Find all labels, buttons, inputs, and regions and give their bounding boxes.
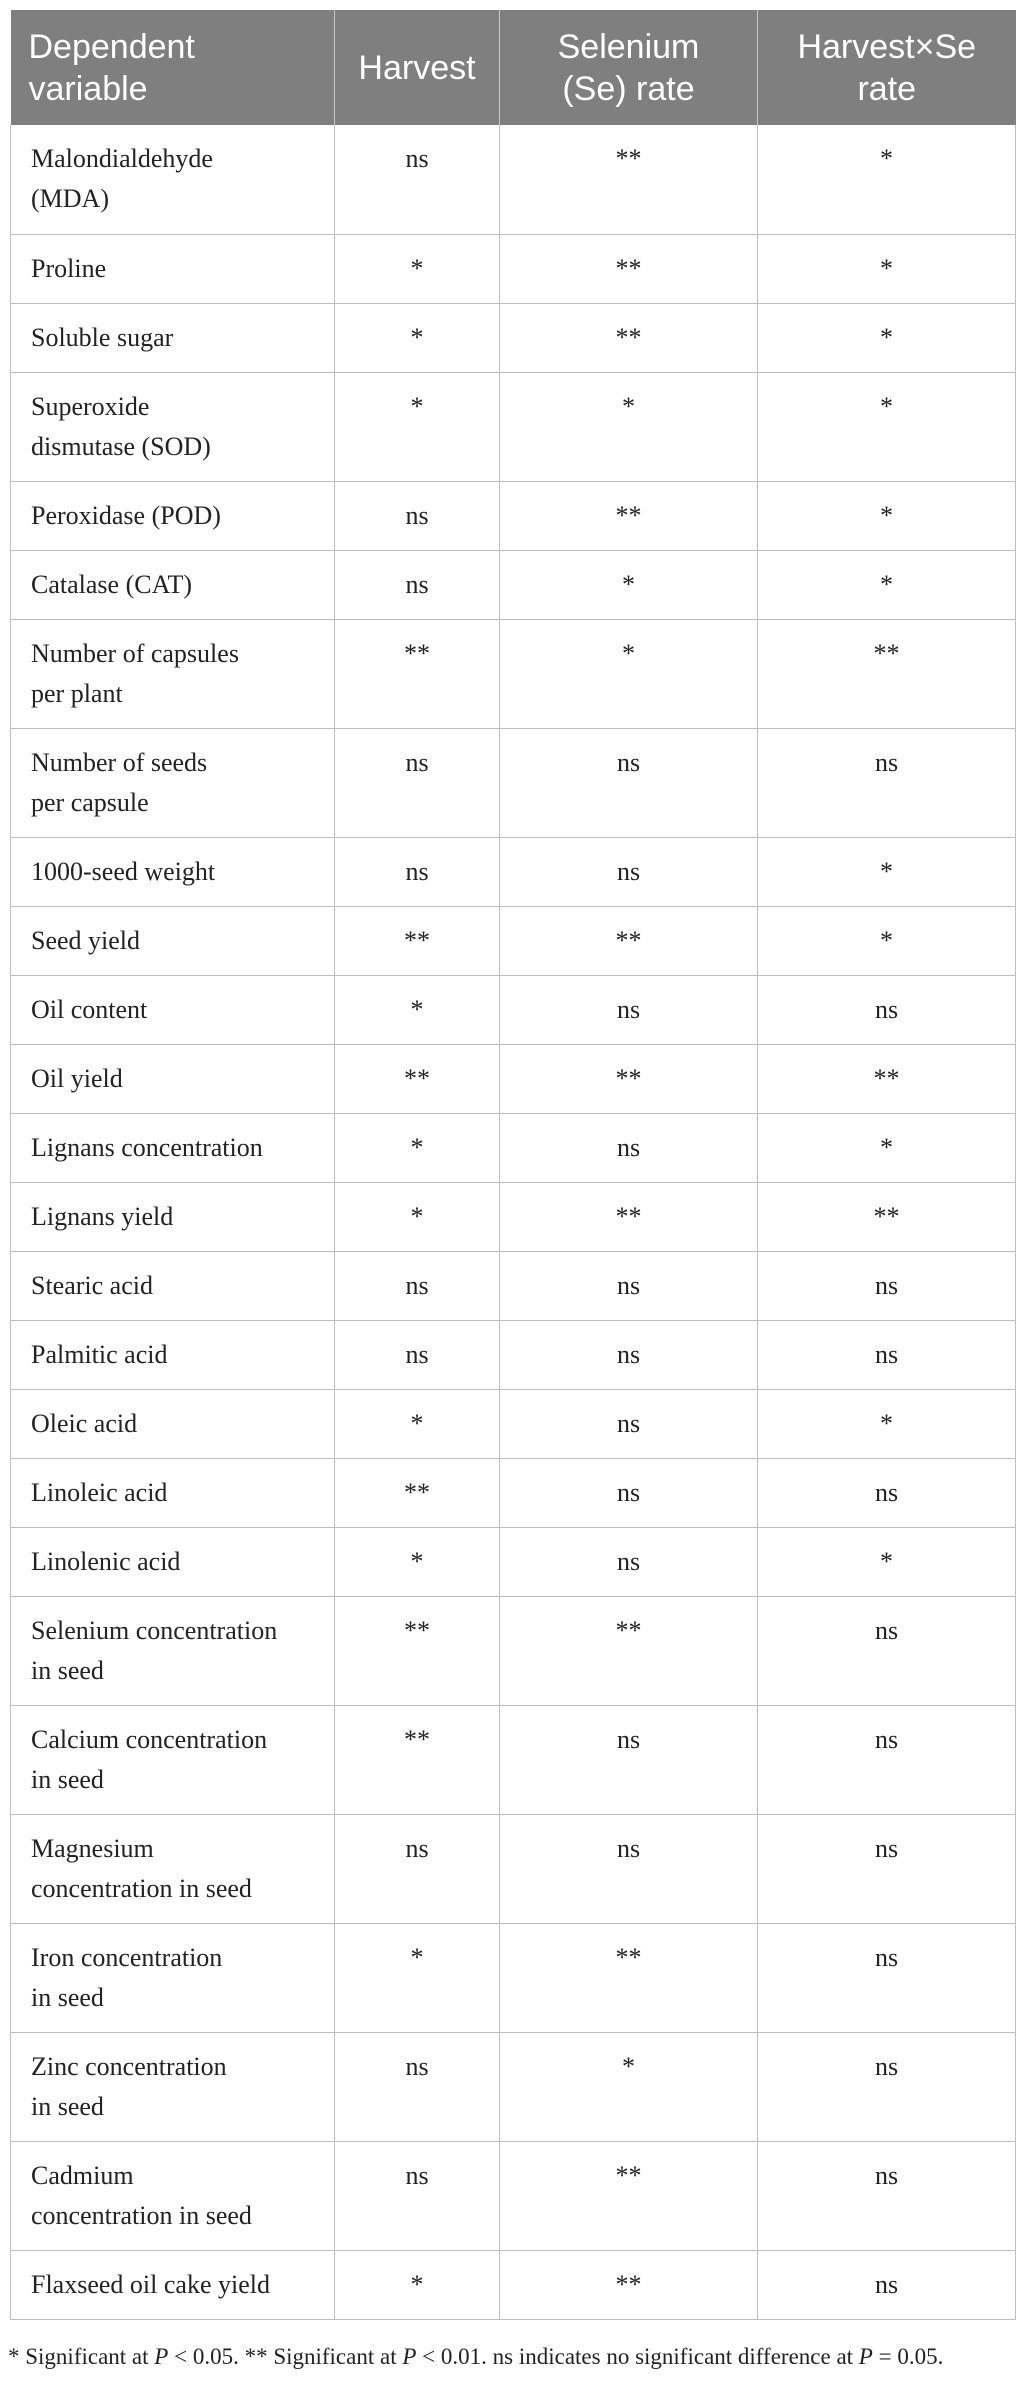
footnote-p-symbol-3: P — [858, 2344, 873, 2369]
dependent-variable-line: Selenium concentration — [31, 1615, 278, 1645]
selenium-rate-cell: ns — [500, 1527, 758, 1596]
harvest-by-se-rate-cell: * — [758, 1113, 1016, 1182]
dependent-variable-line: Number of capsules — [31, 638, 239, 668]
table-row — [11, 234, 1016, 303]
dependent-variable-cell — [11, 1923, 335, 2032]
column-header-line: (Se) rate — [562, 69, 695, 108]
harvest-cell: ns — [335, 2141, 500, 2250]
dependent-variable-line: Linolenic acid — [31, 1546, 181, 1576]
harvest-by-se-rate-cell: ** — [758, 619, 1016, 728]
dependent-variable-cell — [11, 234, 335, 303]
harvest-cell: * — [335, 372, 500, 481]
selenium-rate-cell: ns — [500, 975, 758, 1044]
table-row — [11, 619, 1016, 728]
table-header — [11, 10, 1016, 125]
dependent-variable-cell — [11, 1814, 335, 1923]
harvest-by-se-rate-cell: * — [758, 1389, 1016, 1458]
harvest-cell: * — [335, 303, 500, 372]
harvest-cell: ** — [335, 1458, 500, 1527]
dependent-variable-cell — [11, 2141, 335, 2250]
harvest-by-se-rate-cell: * — [758, 303, 1016, 372]
harvest-cell: ** — [335, 619, 500, 728]
harvest-by-se-rate-cell: * — [758, 1527, 1016, 1596]
dependent-variable-cell — [11, 303, 335, 372]
harvest-by-se-rate-cell: * — [758, 906, 1016, 975]
dependent-variable-line: concentration in seed — [31, 1873, 252, 1903]
dependent-variable-line: Stearic acid — [31, 1270, 153, 1300]
column-header-selenium-rate — [500, 10, 758, 125]
harvest-cell: ns — [335, 728, 500, 837]
dependent-variable-line: per capsule — [31, 787, 149, 817]
harvest-cell: * — [335, 1389, 500, 1458]
dependent-variable-line: Lignans yield — [31, 1201, 174, 1231]
selenium-rate-cell: ns — [500, 1705, 758, 1814]
harvest-by-se-rate-cell: * — [758, 550, 1016, 619]
dependent-variable-cell — [11, 837, 335, 906]
column-header-line: rate — [857, 69, 917, 108]
dependent-variable-line: (MDA) — [31, 184, 109, 213]
selenium-rate-cell: ** — [500, 303, 758, 372]
harvest-by-se-rate-cell: ns — [758, 1705, 1016, 1814]
table-row — [11, 550, 1016, 619]
table-row — [11, 1113, 1016, 1182]
harvest-by-se-rate-cell: ns — [758, 1814, 1016, 1923]
footnote-text-4: = 0.05. — [872, 2344, 944, 2369]
selenium-rate-cell: ns — [500, 837, 758, 906]
selenium-rate-cell: ** — [500, 2141, 758, 2250]
harvest-cell: ns — [335, 125, 500, 234]
selenium-rate-cell: ** — [500, 481, 758, 550]
dependent-variable-line: Oleic acid — [31, 1408, 138, 1438]
column-header-line: variable — [28, 69, 148, 108]
dependent-variable-cell — [11, 481, 335, 550]
table-row — [11, 975, 1016, 1044]
dependent-variable-line: Magnesium — [31, 1833, 154, 1863]
harvest-by-se-rate-cell: ns — [758, 1458, 1016, 1527]
table-row — [11, 1044, 1016, 1113]
dependent-variable-cell — [11, 906, 335, 975]
selenium-rate-cell: ** — [500, 2250, 758, 2319]
table-row — [11, 1389, 1016, 1458]
dependent-variable-line: Soluble sugar — [31, 322, 174, 352]
selenium-rate-cell: * — [500, 619, 758, 728]
selenium-rate-cell: ns — [500, 1458, 758, 1527]
dependent-variable-cell — [11, 1458, 335, 1527]
selenium-rate-cell: ns — [500, 1113, 758, 1182]
table-row — [11, 481, 1016, 550]
table-row — [11, 1458, 1016, 1527]
selenium-rate-cell: ns — [500, 1389, 758, 1458]
harvest-cell: * — [335, 1113, 500, 1182]
dependent-variable-cell — [11, 1705, 335, 1814]
table-row — [11, 2250, 1016, 2319]
dependent-variable-line: concentration in seed — [31, 2200, 252, 2230]
harvest-by-se-rate-cell: * — [758, 234, 1016, 303]
harvest-cell: * — [335, 1182, 500, 1251]
harvest-cell: ns — [335, 481, 500, 550]
harvest-by-se-rate-cell: * — [758, 372, 1016, 481]
dependent-variable-line: Flaxseed oil cake yield — [31, 2269, 270, 2299]
dependent-variable-cell — [11, 1182, 335, 1251]
harvest-by-se-rate-cell: * — [758, 481, 1016, 550]
table-row — [11, 1527, 1016, 1596]
selenium-rate-cell: ns — [500, 728, 758, 837]
harvest-by-se-rate-cell: ns — [758, 975, 1016, 1044]
dependent-variable-cell — [11, 1044, 335, 1113]
harvest-by-se-rate-cell: ns — [758, 2032, 1016, 2141]
selenium-rate-cell: ns — [500, 1320, 758, 1389]
harvest-by-se-rate-cell: ns — [758, 1923, 1016, 2032]
table-row — [11, 2141, 1016, 2250]
harvest-cell: ** — [335, 906, 500, 975]
selenium-rate-cell: * — [500, 550, 758, 619]
dependent-variable-cell — [11, 1596, 335, 1705]
column-header-line: Dependent — [28, 27, 195, 66]
harvest-cell: ns — [335, 2032, 500, 2141]
dependent-variable-line: Catalase (CAT) — [31, 569, 193, 599]
dependent-variable-line: Cadmium — [31, 2160, 134, 2190]
selenium-rate-cell: ** — [500, 234, 758, 303]
footnote-text-3: < 0.01. ns indicates no significant difference at — [416, 2344, 859, 2369]
table-row — [11, 1705, 1016, 1814]
harvest-by-se-rate-cell: ns — [758, 1251, 1016, 1320]
harvest-cell: ns — [335, 1320, 500, 1389]
dependent-variable-line: Palmitic acid — [31, 1339, 168, 1369]
footnote-text-1: * Significant at — [8, 2344, 155, 2369]
selenium-rate-cell: ** — [500, 1923, 758, 2032]
table-row — [11, 837, 1016, 906]
harvest-cell: * — [335, 2250, 500, 2319]
dependent-variable-cell — [11, 1320, 335, 1389]
harvest-cell: ns — [335, 550, 500, 619]
column-header-dependent-variable — [11, 10, 335, 125]
table-row — [11, 1814, 1016, 1923]
table-row — [11, 2032, 1016, 2141]
dependent-variable-line: Oil content — [31, 994, 148, 1024]
harvest-cell: ns — [335, 1814, 500, 1923]
table-body — [11, 125, 1016, 2319]
dependent-variable-cell — [11, 2032, 335, 2141]
harvest-by-se-rate-cell: ns — [758, 1320, 1016, 1389]
harvest-by-se-rate-cell: ns — [758, 728, 1016, 837]
selenium-rate-cell: ** — [500, 1596, 758, 1705]
harvest-by-se-rate-cell: ** — [758, 1044, 1016, 1113]
dependent-variable-line: Proline — [31, 253, 107, 283]
dependent-variable-line: Lignans concentration — [31, 1132, 263, 1162]
column-header-harvest-by-se-rate — [758, 10, 1016, 125]
table-row — [11, 1320, 1016, 1389]
header-row — [11, 10, 1016, 125]
column-header-line: Selenium — [557, 27, 700, 66]
selenium-rate-cell: * — [500, 372, 758, 481]
dependent-variable-line: in seed — [31, 1764, 104, 1794]
selenium-rate-cell: ** — [500, 1044, 758, 1113]
harvest-cell: * — [335, 975, 500, 1044]
table-row — [11, 125, 1016, 234]
selenium-rate-cell: ** — [500, 906, 758, 975]
harvest-by-se-rate-cell: ns — [758, 2250, 1016, 2319]
harvest-cell: * — [335, 1527, 500, 1596]
dependent-variable-line: in seed — [31, 1982, 104, 2012]
column-header-line: Harvest×Se — [797, 27, 977, 66]
dependent-variable-line: 1000-seed weight — [31, 856, 216, 886]
selenium-rate-cell: ** — [500, 125, 758, 234]
column-header-harvest — [335, 10, 500, 125]
harvest-cell: ns — [335, 837, 500, 906]
dependent-variable-line: Zinc concentration — [31, 2051, 227, 2081]
harvest-by-se-rate-cell: * — [758, 125, 1016, 234]
dependent-variable-cell — [11, 1251, 335, 1320]
harvest-by-se-rate-cell: ** — [758, 1182, 1016, 1251]
table-row — [11, 728, 1016, 837]
harvest-cell: ** — [335, 1596, 500, 1705]
table-row — [11, 1923, 1016, 2032]
harvest-cell: ns — [335, 1251, 500, 1320]
harvest-by-se-rate-cell: ns — [758, 2141, 1016, 2250]
dependent-variable-line: Number of seeds — [31, 747, 208, 777]
table-row — [11, 372, 1016, 481]
dependent-variable-cell — [11, 619, 335, 728]
table-row — [11, 303, 1016, 372]
table-row — [11, 906, 1016, 975]
dependent-variable-cell — [11, 372, 335, 481]
harvest-cell: * — [335, 234, 500, 303]
anova-significance-table-container — [10, 10, 1015, 2320]
selenium-rate-cell: ns — [500, 1814, 758, 1923]
footnote-p-symbol-1: P — [154, 2344, 169, 2369]
dependent-variable-cell — [11, 975, 335, 1044]
column-header-line: Harvest — [358, 48, 476, 87]
dependent-variable-cell — [11, 1389, 335, 1458]
dependent-variable-cell — [11, 728, 335, 837]
dependent-variable-cell — [11, 1113, 335, 1182]
dependent-variable-cell — [11, 1527, 335, 1596]
harvest-by-se-rate-cell: ns — [758, 1596, 1016, 1705]
table-row — [11, 1596, 1016, 1705]
selenium-rate-cell: ** — [500, 1182, 758, 1251]
dependent-variable-line: Linoleic acid — [31, 1477, 168, 1507]
dependent-variable-cell — [11, 125, 335, 234]
footnote-text-2: < 0.05. ** Significant at — [168, 2344, 403, 2369]
selenium-rate-cell: ns — [500, 1251, 758, 1320]
harvest-cell: ** — [335, 1044, 500, 1113]
dependent-variable-line: in seed — [31, 2091, 104, 2121]
dependent-variable-line: dismutase (SOD) — [31, 431, 211, 461]
dependent-variable-line: per plant — [31, 678, 123, 708]
dependent-variable-line: in seed — [31, 1655, 104, 1685]
dependent-variable-line: Iron concentration — [31, 1942, 223, 1972]
selenium-rate-cell: * — [500, 2032, 758, 2141]
dependent-variable-cell — [11, 2250, 335, 2319]
anova-significance-table — [10, 10, 1016, 2320]
table-footnote — [8, 2340, 1018, 2374]
dependent-variable-cell — [11, 550, 335, 619]
footnote-p-symbol-2: P — [402, 2344, 417, 2369]
dependent-variable-line: Seed yield — [31, 925, 141, 955]
dependent-variable-line: Malondialdehyde — [31, 144, 213, 173]
dependent-variable-line: Calcium concentration — [31, 1724, 268, 1754]
dependent-variable-line: Superoxide — [31, 391, 150, 421]
dependent-variable-line: Oil yield — [31, 1063, 123, 1093]
table-row — [11, 1182, 1016, 1251]
dependent-variable-line: Peroxidase (POD) — [31, 500, 221, 530]
harvest-cell: ** — [335, 1705, 500, 1814]
harvest-cell: * — [335, 1923, 500, 2032]
harvest-by-se-rate-cell: * — [758, 837, 1016, 906]
table-row — [11, 1251, 1016, 1320]
